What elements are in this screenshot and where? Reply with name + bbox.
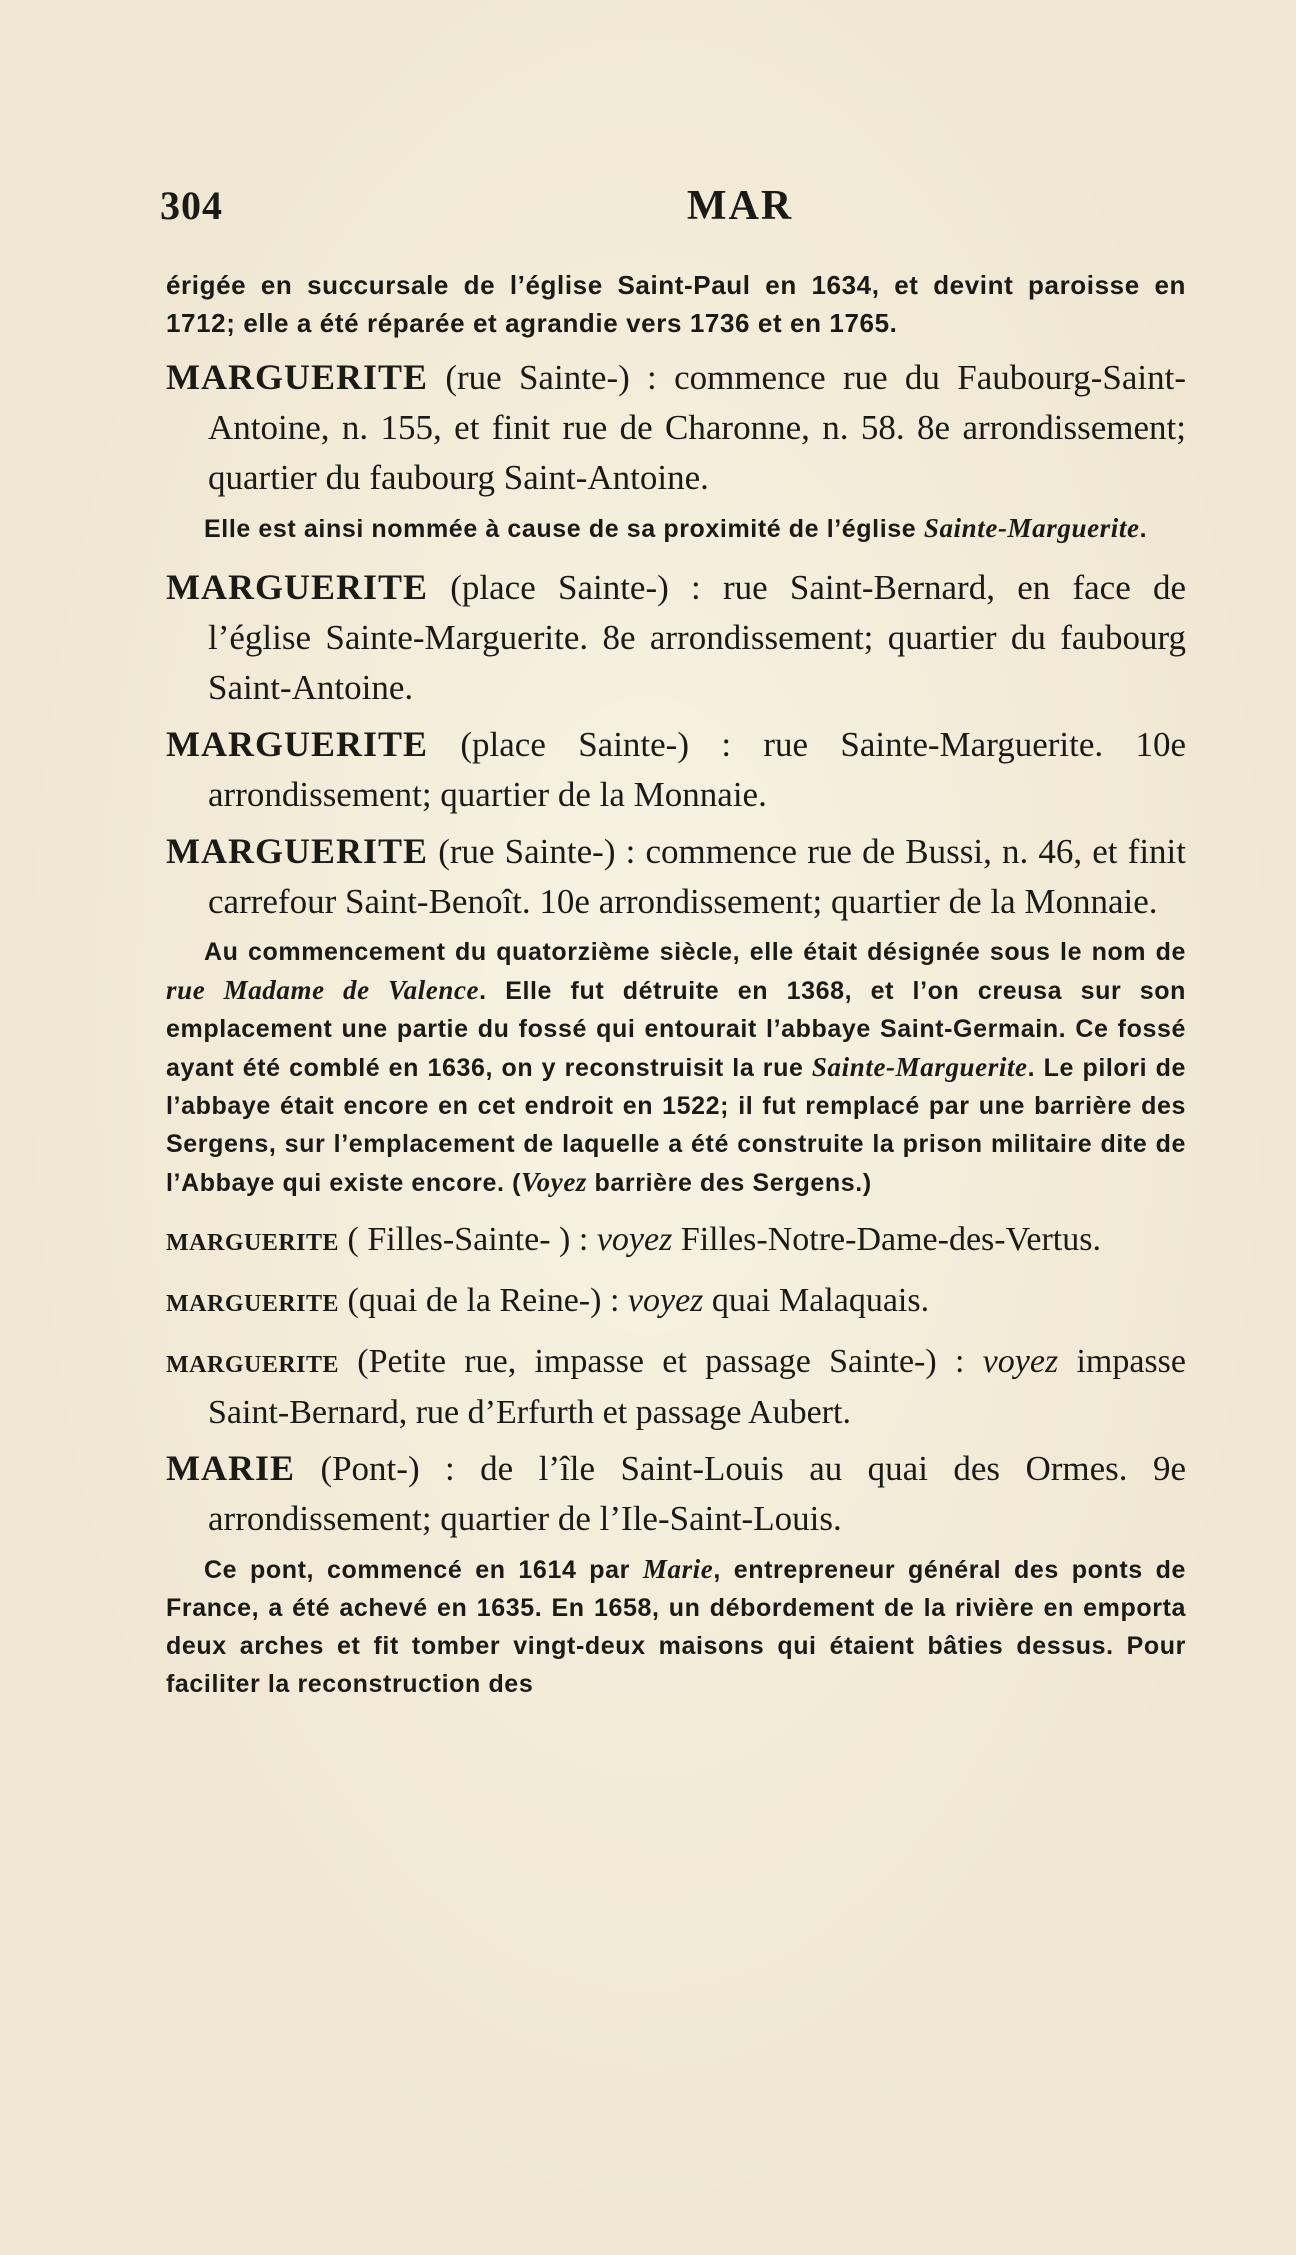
entry-headword: MARIE <box>166 1448 295 1488</box>
entry-headword: MARGUERITE <box>166 357 429 397</box>
entry-body: (place Sainte-) : rue Sainte-Marguerite. 10e arrondissement; quartier de la Monnaie. <box>208 725 1187 814</box>
entry-pont-marie <box>166 1443 1186 1544</box>
page-header <box>160 182 1190 242</box>
entry-body: (rue Sainte-) : commence rue de Bussi, n. 46, et finit carrefour Saint-Benoît. 10e arrondissement; quartier de la Monnaie. <box>208 832 1186 921</box>
entry-body: (Pont-) : de l’île Saint-Louis au quai des Ormes. 9e arrondissement; quartier de l’Ile-Saint-Louis. <box>208 1449 1186 1538</box>
entry-body: (place Sainte-) : rue Saint-Bernard, en face de l’église Sainte-Marguerite. 8e arrondissement; quartier du faubourg Saint-Antoine. <box>208 568 1186 707</box>
running-head: MAR <box>686 183 794 229</box>
entry-note: Elle est ainsi nommée à cause de sa proximité de l’église Sainte-Marguerite. <box>204 513 1148 543</box>
page-number: 304 <box>160 183 223 228</box>
entry-body: ( Filles-Sainte- ) : voyez Filles-Notre-Dame-des-Vertus. <box>347 1221 1101 1258</box>
page-content <box>166 266 1186 1717</box>
entry-headword: MARGUERITE <box>166 1291 340 1317</box>
entry-headword: MARGUERITE <box>166 567 429 607</box>
entry-place-sainte-marguerite-8e <box>166 562 1186 713</box>
entry-note: Au commencement du quatorzième siècle, elle était désignée sous le nom de rue Madame de Valence. Elle fut détruite en 1368, et l’on creusa sur son emplacement une partie du fossé qui entourait l’abbaye Saint-Germain. Ce fossé ayant été comblé en 1636, on y reconstruisit la rue Sainte-Marguerite. Le pilori de l’abbaye était encore en cet endroit en 1522; il fut remplacé par une barrière des Sergens, sur l’emplacement de laquelle a été construite la prison militaire dite de l’Abbaye qui existe encore. (Voyez barrière des Sergens.) <box>166 938 1187 1197</box>
entry-headword: MARGUERITE <box>166 1352 340 1378</box>
continuation-text: érigée en succursale de l’église Saint-Paul en 1634, et devint paroisse en 1712; elle a été réparée et agrandie vers 1736 et en 1765. <box>166 270 1186 338</box>
entry-petite-rue-sainte-marguerite <box>166 1338 1186 1437</box>
entry-headword: MARGUERITE <box>166 724 429 764</box>
entry-quai-reine-marguerite <box>166 1277 1186 1328</box>
entry-headword: MARGUERITE <box>166 1230 340 1256</box>
entry-body: (quai de la Reine-) : voyez quai Malaquais. <box>347 1282 930 1319</box>
entry-place-sainte-marguerite-10e <box>166 719 1186 820</box>
entry-rue-sainte-marguerite-bussi <box>166 826 1186 927</box>
entry-body: (Petite rue, impasse et passage Sainte-) : voyez impasse Saint-Bernard, rue d’Erfurth et passage Aubert. <box>208 1343 1186 1431</box>
entry-headword: MARGUERITE <box>166 831 429 871</box>
entry-note: Ce pont, commencé en 1614 par Marie, entrepreneur général des ponts de France, a été achevé en 1635. En 1658, un débordement de la rivière en emporta deux arches et fit tomber vingt-deux maisons qui étaient bâties dessus. Pour faciliter la reconstruction des <box>166 1554 1186 1698</box>
entry-body: (rue Sainte-) : commence rue du Faubourg-Saint-Antoine, n. 155, et finit rue de Charonne, n. 58. 8e arrondissement; quartier du faubourg Saint-Antoine. <box>208 358 1187 497</box>
entry-rue-sainte-marguerite <box>166 352 1186 503</box>
entry-filles-sainte-marguerite <box>166 1216 1186 1267</box>
